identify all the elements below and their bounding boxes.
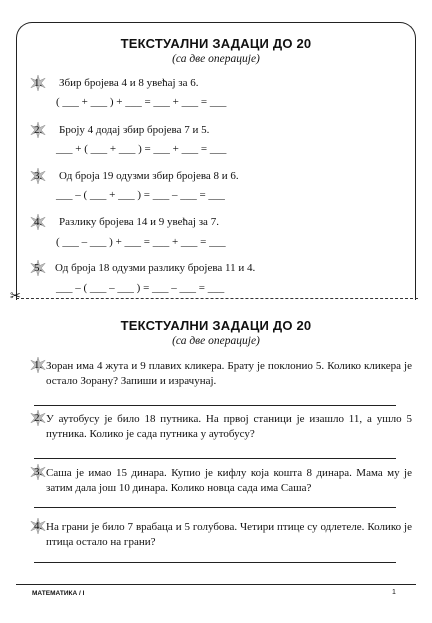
task-text: Броју 4 додај збир бројева 7 и 5. — [59, 124, 210, 136]
cut-line — [16, 298, 418, 299]
answer-line — [34, 458, 396, 459]
task-text: Разлику бројева 14 и 9 увећај за 7. — [59, 216, 219, 228]
task-expression: ( ___ + ___ ) + ___ = ___ + ___ = ___ — [56, 96, 227, 108]
task-number: 3. — [34, 170, 43, 182]
problem-number: 4. — [34, 520, 43, 532]
problem-text: Саша је имао 15 динара. Купио је кифлу која кошта 8 динара. Мама му је затим дала још 10 динара. Колико новца сада има Саша? — [46, 467, 412, 494]
task-text: Од броја 19 одузми збир бројева 8 и 6. — [59, 170, 239, 182]
problem-text: Зоран има 4 жута и 9 плавих кликера. Брату је поклонио 5. Колико кликера је остало Зорану? Запиши и израчунај. — [46, 360, 412, 387]
page-number: 1 — [392, 589, 396, 596]
top-subtitle: (са две операције) — [172, 53, 260, 65]
task-expression: ___ – ( ___ + ___ ) = ___ – ___ = ___ — [56, 189, 225, 201]
task-expression: ___ + ( ___ + ___ ) = ___ + ___ = ___ — [56, 143, 227, 155]
footer-subject: МАТЕМАТИКА / I — [32, 590, 85, 597]
answer-line — [34, 562, 396, 563]
task-number: 2. — [34, 124, 43, 136]
problem-number: 2. — [34, 412, 43, 424]
problem-text: У аутобусу је било 18 путника. На првој станици је изашло 11, а ушло 5 путника. Колико је сада путника у аутобусу? — [46, 413, 412, 440]
footer-rule — [16, 584, 416, 585]
answer-line — [34, 507, 396, 508]
bottom-title: ТЕКСТУАЛНИ ЗАДАЦИ ДО 20 — [120, 318, 312, 333]
answer-line — [34, 405, 396, 406]
task-number: 5. — [34, 262, 43, 274]
problem-number: 3. — [34, 466, 43, 478]
task-expression: ___ – ( ___ – ___ ) = ___ – ___ = ___ — [56, 282, 225, 294]
problem-text: На грани је било 7 врабаца и 5 голубова. Четири птице су одлетеле. Колико је птица остало на грани? — [46, 521, 412, 548]
top-title: ТЕКСТУАЛНИ ЗАДАЦИ ДО 20 — [120, 36, 312, 51]
bottom-subtitle: (са две операције) — [172, 335, 260, 347]
scissors-icon: ✂ — [10, 289, 21, 304]
task-text: Од броја 18 одузми разлику бројева 11 и 4. — [55, 262, 256, 274]
task-number: 1. — [34, 77, 43, 89]
task-expression: ( ___ – ___ ) + ___ = ___ + ___ = ___ — [56, 236, 226, 248]
task-text: Збир бројева 4 и 8 увећај за 6. — [59, 77, 199, 89]
task-number: 4. — [34, 216, 43, 228]
problem-number: 1. — [34, 359, 43, 371]
